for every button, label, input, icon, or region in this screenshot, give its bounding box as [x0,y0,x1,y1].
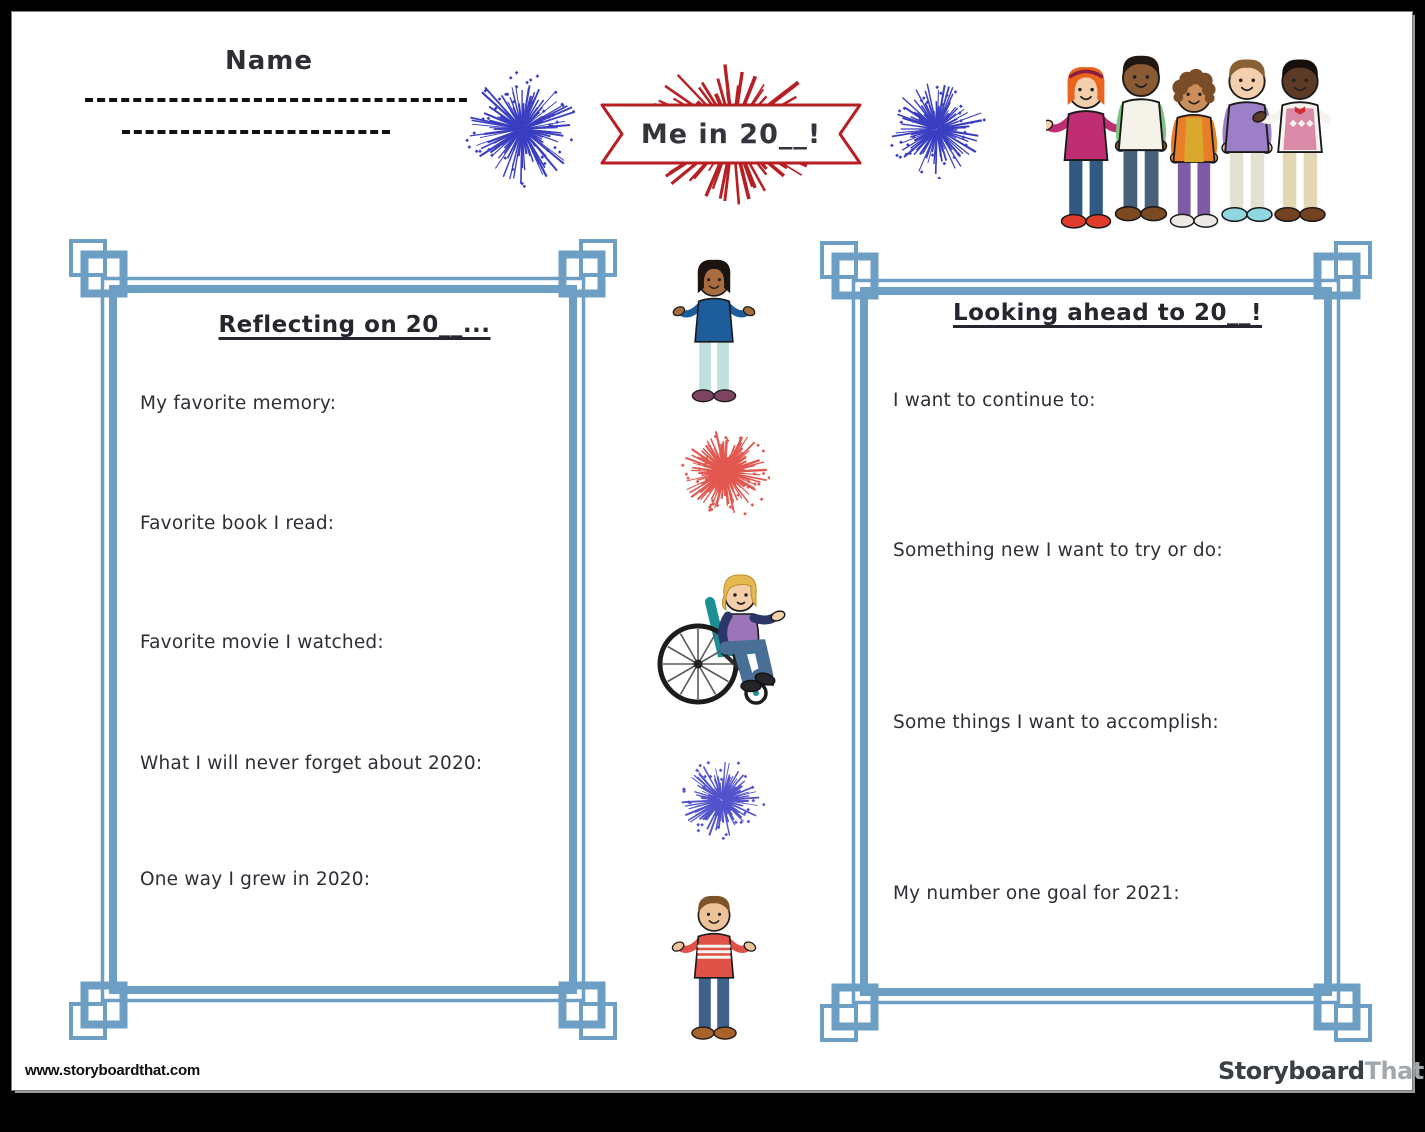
firework-blue-left-icon [462,69,582,189]
boy-red-shirt-illustration [664,880,764,1045]
name-label: Name [225,46,314,76]
ahead-prompt-accomplish: Some things I want to accomplish: [893,712,1219,733]
girl-blue-shirt-illustration [664,248,764,406]
reflect-prompt-movie: Favorite movie I watched: [140,632,384,653]
ahead-prompt-new: Something new I want to try or do: [893,540,1223,561]
reflect-heading: Reflecting on 20__... [218,312,491,338]
reflect-prompt-never-forget: What I will never forget about 2020: [140,753,483,774]
firework-blue-middle-icon [679,757,765,843]
footer-url: www.storyboardthat.com [25,1062,201,1079]
banner-title-text: Me in 20__! [640,118,822,150]
logo-text-storyboard: Storyboard [1218,1057,1365,1085]
firework-blue-right-icon [887,79,987,179]
wheelchair-kid-illustration [652,562,792,710]
ahead-prompt-goal: My number one goal for 2021: [893,883,1180,904]
logo-text [1218,1057,1424,1085]
reflect-prompt-book: Favorite book I read: [140,513,335,534]
storyboard-logo [1212,1052,1424,1090]
name-line-1 [85,98,467,102]
ahead-heading: Looking ahead to 20__! [952,300,1263,326]
ahead-prompt-continue: I want to continue to: [893,390,1096,411]
name-line-2 [122,130,390,134]
kids-group-illustration [1046,40,1331,238]
reflect-prompt-memory: My favorite memory: [140,393,337,414]
title-banner [600,103,862,165]
firework-red-middle-icon [680,427,770,517]
ahead-frame-border [817,238,1375,1045]
worksheet-page [12,12,1424,1090]
logo-text-that: That [1364,1057,1424,1085]
reflect-prompt-grew: One way I grew in 2020: [140,869,371,890]
